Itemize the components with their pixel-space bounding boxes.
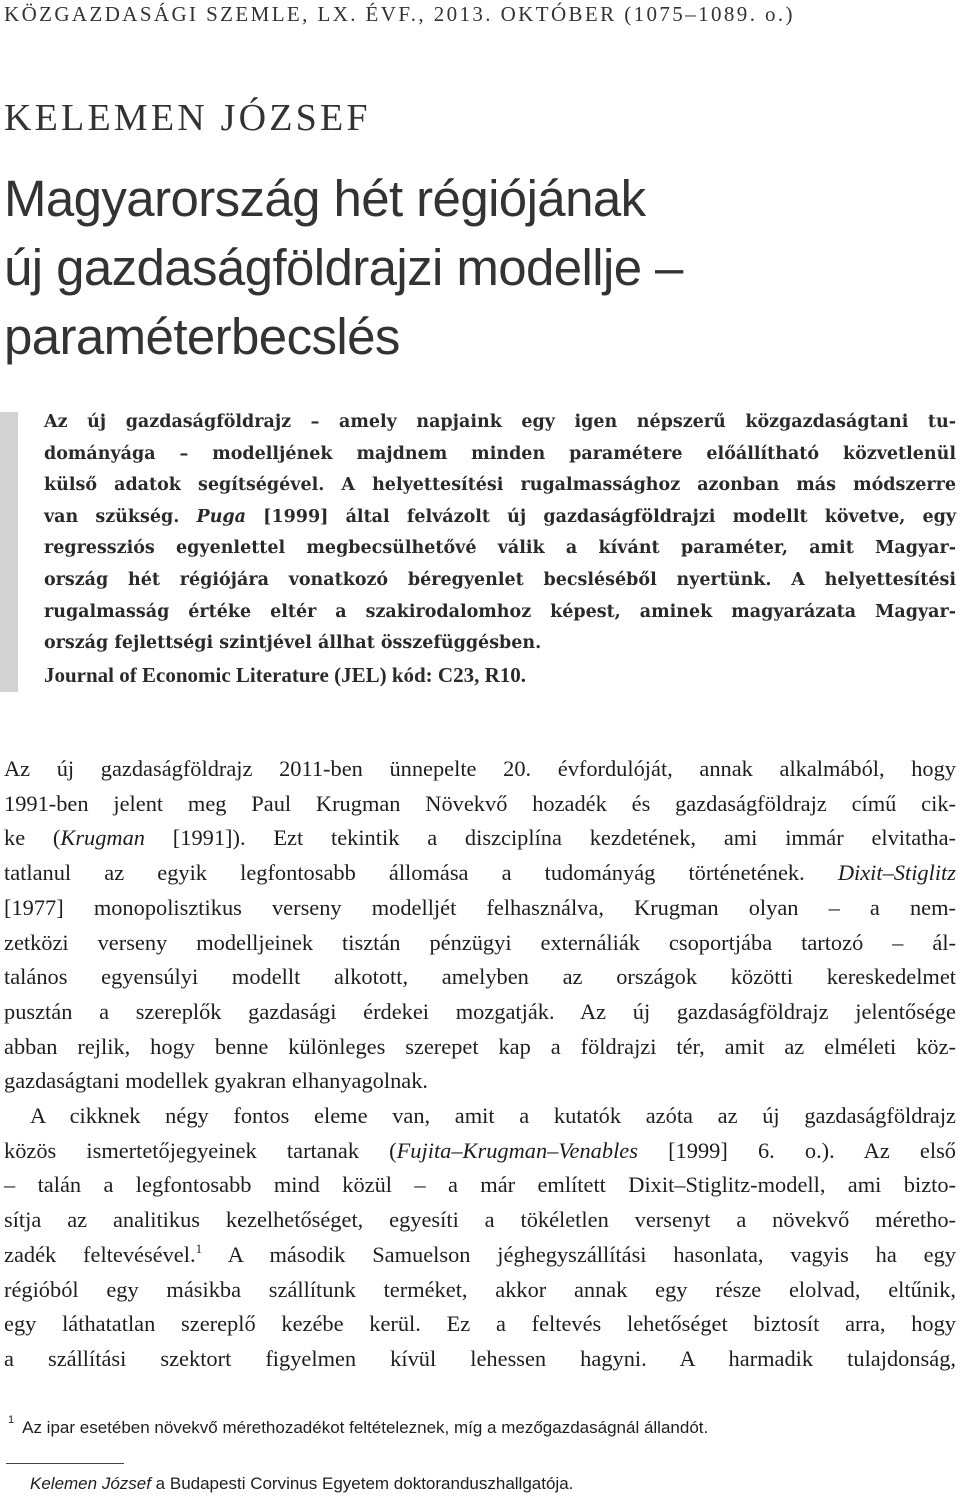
body-line: sítja az analitikus kezelhetőséget, egyesíti a tökéletlen versenyt a növekvő méretho- — [4, 1207, 956, 1233]
body-line: 1991-ben jelent meg Paul Krugman Növekvő hozadék és gazdaságföldrajz című cik- — [4, 790, 956, 816]
footnote-divider — [6, 1463, 124, 1464]
footnote-text: Az ipar esetében növekvő mérethozadékot feltételeznek, míg a mezőgazdaságnál állandót. — [22, 1418, 709, 1437]
abstract-text: [1999] által felvázolt új gazdaságföldrajzi modellt követve, egy — [246, 506, 956, 527]
footnote-reference[interactable]: 1 — [195, 1240, 203, 1256]
abstract-line: Az új gazdaságföldrajz – amely napjaink egy igen népszerű közgazdaságtani tu- — [44, 412, 956, 432]
body-line: A cikknek négy fontos eleme van, amit a kutatók azóta az új gazdaságföldrajz — [30, 1103, 956, 1129]
body-line — [4, 856, 956, 891]
footnote — [8, 1414, 948, 1438]
body-text — [4, 752, 956, 1377]
abstract-line: ország hét régiójára vonatkozó béregyenlet becsléséből nyertünk. A helyettesítési — [44, 569, 956, 590]
abstract-sidebar-bar — [0, 412, 18, 692]
author-affiliation — [30, 1474, 950, 1494]
abstract — [44, 407, 956, 691]
author-name: KELEMEN JÓZSEF — [4, 97, 371, 139]
citation-krugman: Krugman — [60, 825, 145, 851]
body-text-run: közös ismertetőjegyeinek tartanak ( — [4, 1137, 397, 1163]
citation-fujita-krugman-venables: Fujita–Krugman–Venables — [396, 1137, 638, 1163]
abstract-line: rugalmasság értéke eltér a szakirodalomhoz képest, aminek magyarázata Magyar- — [44, 601, 956, 622]
body-text-run: zadék feltevésével. — [4, 1241, 196, 1267]
footnote-mark: 1 — [8, 1414, 15, 1426]
body-line: Az új gazdaságföldrajz 2011-ben ünnepelte 20. évfordulóját, annak alkalmából, hogy — [4, 756, 956, 781]
body-line: talános egyensúlyi modellt alkotott, amelyben az országok közötti kereskedelmet — [4, 964, 956, 990]
title-line: Magyarország hét régiójának — [4, 170, 646, 227]
body-line: egy láthatatlan szereplő kezébe kerül. Ez a feltevés lehetőséget biztosít arra, hogy — [4, 1311, 956, 1337]
journal-header: KÖZGAZDASÁGI SZEMLE, LX. ÉVF., 2013. OKTÓBER (1075–1089. o.) — [4, 2, 795, 26]
jel-classification: Journal of Economic Literature (JEL) kód: C23, R10. — [44, 662, 527, 687]
citation-dixit-stiglitz: Dixit–Stiglitz — [837, 860, 956, 886]
abstract-line — [44, 502, 956, 534]
body-text-run: [1991]). Ezt tekintik a diszciplína kezdetének, ami immár elvitatha- — [145, 825, 956, 851]
body-line — [4, 1134, 956, 1169]
body-text-run: A második Samuelson jéghegyszállítási hasonlata, vagyis ha egy — [202, 1241, 956, 1267]
body-text-run: ke ( — [4, 825, 61, 851]
body-line: [1977] monopolisztikus verseny modelljét felhasználva, Krugman olyan – a nem- — [4, 894, 956, 920]
body-line: pusztán a szereplők gazdasági érdekei mozgatják. Az új gazdaságföldrajz jelentősége — [4, 998, 956, 1024]
body-line: régióból egy másikba szállítunk terméket, akkor annak egy része elolvad, eltűnik, — [4, 1276, 956, 1302]
body-text-run: tatlanul az egyik legfontosabb állomása a tudományág történetének. — [4, 860, 838, 886]
body-line — [4, 821, 956, 856]
body-text-run: [1999] 6. o.). Az első — [637, 1137, 956, 1163]
title-line: paraméterbecslés — [4, 308, 400, 365]
body-line: gazdaságtani modellek gyakran elhanyagolnak. — [4, 1068, 429, 1094]
body-line: a szállítási szektort figyelmen kívül lehessen hagyni. A harmadik tulajdonság, — [4, 1345, 956, 1371]
abstract-line: külső adatok segítségével. A helyettesítési rugalmassághoz azonban más módszerre — [44, 475, 956, 496]
abstract-line: dományága – modelljének majdnem minden paramétere előállítható közvetlenül — [44, 443, 956, 464]
author-note-text: a Budapesti Corvinus Egyetem doktoranduszhallgatója. — [150, 1474, 574, 1493]
abstract-line: regressziós egyenlettel megbecsülhetővé válik a kívánt paraméter, amit Magyar- — [44, 538, 956, 559]
body-line: zetközi verseny modelljeinek tisztán pénzügyi externáliák csoportjába tartozó – ál- — [4, 929, 956, 955]
title-line: új gazdaságföldrajzi modellje – — [4, 239, 683, 296]
abstract-line: ország fejlettségi szintjével állhat összefüggésben. — [44, 633, 542, 654]
citation-puga: Puga — [196, 506, 246, 527]
author-note-name: Kelemen József — [30, 1474, 151, 1493]
article-title — [4, 164, 944, 371]
body-line: abban rejlik, hogy benne különleges szerepet kap a földrajzi tér, amit az elméleti köz- — [4, 1033, 956, 1059]
body-line — [4, 1238, 956, 1273]
abstract-text: van szükség. — [44, 506, 197, 527]
body-line: – talán a legfontosabb mind közül – a már említett Dixit–Stiglitz-modell, ami bizto- — [4, 1172, 956, 1198]
